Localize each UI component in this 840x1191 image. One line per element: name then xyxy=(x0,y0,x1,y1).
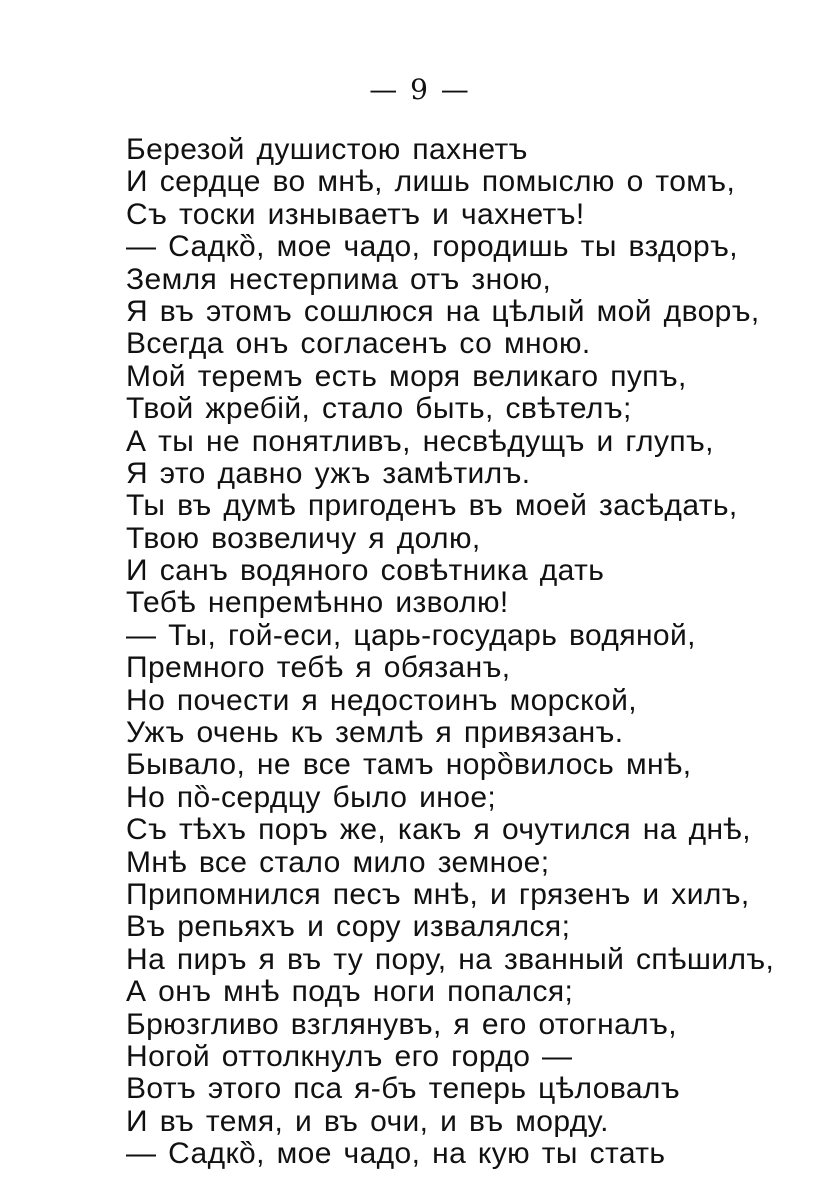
poem-line: Бывало, не все тамъ норȍвилось мнѣ, xyxy=(126,748,692,782)
poem-line: Въ репьяхъ и сору извалялся; xyxy=(126,910,571,944)
poem-line: Припомнился песъ мнѣ, и грязенъ и хилъ, xyxy=(126,877,750,911)
poem-line: Твою возвеличу я долю, xyxy=(126,521,481,555)
poem-line: Но пȍ-сердцу было иное; xyxy=(126,780,497,814)
poem-line: Съ тѣхъ поръ же, какъ я очутился на днѣ, xyxy=(126,813,751,847)
poem-line: Земля нестерпима отъ зною, xyxy=(126,262,552,296)
poem-line: Березой душистою пахнетъ xyxy=(126,133,528,166)
poem-line: Мнѣ все стало мило земное; xyxy=(126,845,550,879)
poem-line: И сердце во мнѣ, лишь помыслю о томъ, xyxy=(126,165,736,199)
poem-line: Но почести я недостоинъ морской, xyxy=(126,683,637,717)
poem-line: Ужъ очень къ землѣ я привязанъ. xyxy=(126,716,624,750)
poem-line: А онъ мнѣ подъ ноги попался; xyxy=(126,975,574,1009)
poem-line: Тебѣ непремѣнно изволю! xyxy=(126,586,509,620)
poem-line: — Садкȍ, мое чадо, на кую ты стать xyxy=(126,1137,666,1171)
poem-line: Брюзгливо взглянувъ, я его отогналъ, xyxy=(126,1007,677,1041)
poem-line: Премного тебѣ я обязанъ, xyxy=(126,651,511,685)
poem-line: Съ тоски изнываетъ и чахнетъ! xyxy=(126,197,585,231)
poem-line: И въ темя, и въ очи, и въ морду. xyxy=(126,1104,609,1138)
poem-line: Я это давно ужъ замѣтилъ. xyxy=(126,456,531,490)
poem-line: А ты не понятливъ, несвѣдущъ и глупъ, xyxy=(126,424,714,458)
poem-line: — Садкȍ, мое чадо, городишь ты вздоръ, xyxy=(126,230,738,264)
poem-line: Всегда онъ согласенъ со мною. xyxy=(126,327,591,361)
poem-line: Твой жребій, стало быть, свѣтелъ; xyxy=(126,392,632,426)
poem-text xyxy=(126,134,806,1171)
poem-line: И санъ водяного совѣтника дать xyxy=(126,554,605,588)
poem-line: Ты въ думѣ пригоденъ въ моей засѣдать, xyxy=(126,489,738,523)
poem-line: — Ты, гой-еси, царь-государь водяной, xyxy=(126,618,696,652)
poem-line: Вотъ этого пса я-бъ теперь цѣловалъ xyxy=(126,1072,680,1106)
page-number: — 9 — xyxy=(369,73,471,106)
poem-line: Ногой оттолкнулъ его гордо — xyxy=(126,1039,573,1073)
poem-line: На пиръ я въ ту пору, на званный спѣшилъ, xyxy=(126,942,775,976)
poem-line: Мой теремъ есть моря великаго пупъ, xyxy=(126,359,687,393)
poem-line: Я въ этомъ сошлюся на цѣлый мой дворъ, xyxy=(126,294,760,328)
